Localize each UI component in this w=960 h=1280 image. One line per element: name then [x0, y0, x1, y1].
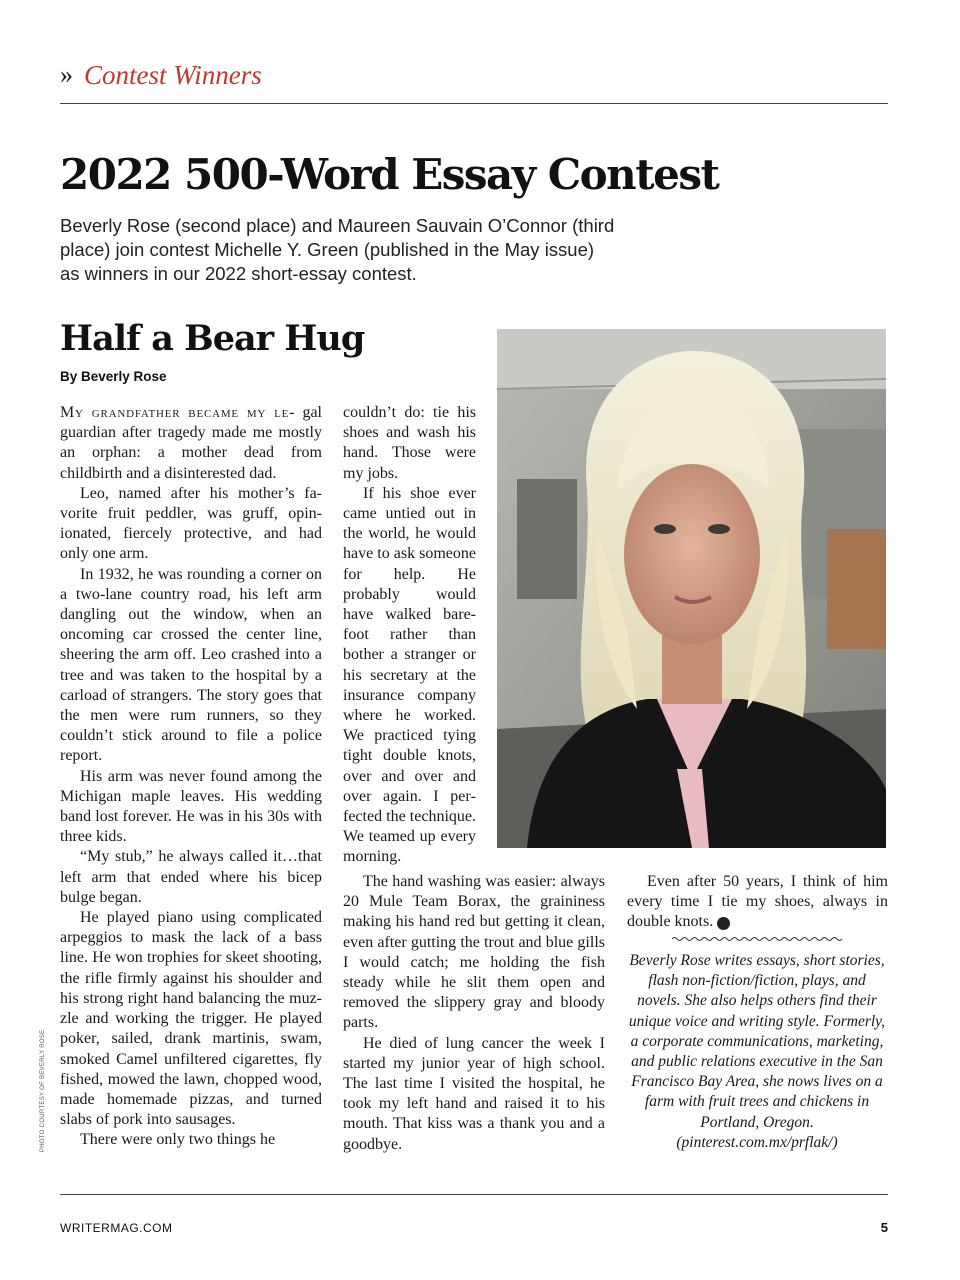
section-arrows-icon: » — [60, 60, 73, 89]
deck-line-2: place) join contest Michelle Y. Green (published in the May issue) — [60, 239, 595, 260]
paragraph: In 1932, he was rounding a corner on a two-lane country road, his left arm dangling out the window, when an oncoming car crossed the center line, sheering the arm off. Leo crashed into a tree and was taken to the hospital by a carload of strangers. The story goes that the men were rum runners, so they couldn’t stick around to file a police report. — [60, 565, 322, 765]
deck-line-1: Beverly Rose (second place) and Maureen Sauvain O’Connor (third — [60, 215, 615, 236]
article-column-2-top — [343, 403, 476, 868]
paragraph-final — [627, 872, 888, 933]
footer-site: WRITERMAG.COM — [60, 1221, 173, 1235]
page-number: 5 — [880, 1220, 888, 1235]
paragraph: Leo, named after his mother’s favorite fruit peddler, was gruff, opinionated, fiercely protective, and had only one arm. — [60, 484, 322, 563]
article-column-3 — [627, 872, 888, 933]
paragraph: couldn’t do: tie his shoes and wash his hand. Those were my jobs. — [343, 404, 476, 482]
paragraph: His arm was never found among the Michigan maple leaves. His wedding band lost forever. He was in his 30s with three kids. — [60, 767, 322, 846]
author-bio: Beverly Rose writes essays, short stories, flash non-fiction/fiction, plays, and novels. She also helps others find their unique voice and writing style. Formerly, a corporate communications, marketing, and public relations executive in the San Francisco Bay Area, she nows lives on a farm with fruit trees and chickens in Portland, Oregon. (pinterest.com.mx/prflak/) — [628, 952, 886, 1151]
deck-line-3: as winners in our 2022 short-essay contest. — [60, 263, 417, 284]
paragraph: The hand washing was easier: always 20 Mule Team Borax, the graininess making his hand red but getting it clean, even after gutting the trout and blue gills I would catch; me holding the fish steady while he slit them open and removed the slippery gray and bloody parts. — [343, 873, 605, 1032]
paragraph: He died of lung cancer the week I started my junior year of high school. The last time I visited the hospital, he took my left hand and raised it to his mouth. That kiss was a thank you and a goodbye. — [343, 1034, 605, 1153]
final-text: Even after 50 years, I think of him every time I tie my shoes, always in double knots. — [627, 873, 888, 931]
section-label: Contest Winners — [84, 60, 262, 90]
footer-rule — [60, 1194, 888, 1195]
paragraph: There were only two things he — [80, 1131, 276, 1149]
page-title: 2022 500-Word Essay Contest — [60, 150, 719, 199]
divider-squiggle — [672, 934, 842, 944]
section-header — [60, 58, 888, 104]
lead-smallcaps: My grandfather became my le- — [60, 404, 296, 421]
article-column-1 — [60, 403, 322, 1151]
author-photo — [497, 329, 886, 848]
deck — [60, 214, 670, 286]
paragraph-lead — [60, 403, 322, 484]
lead-text: gal guardian after tragedy made me mostly an orphan: a mother dead from childbirth and a disinterested dad. — [60, 404, 322, 482]
paragraph: “My stub,” he always called it…that left arm that ended where his bicep bulge began. — [60, 848, 322, 906]
article-column-2-bottom — [343, 872, 605, 1155]
author-photo-illustration — [497, 329, 886, 848]
byline: By Beverly Rose — [60, 369, 167, 384]
photo-credit: PHOTO COURTESY OF BEVERLY ROSE — [40, 1029, 46, 1152]
article-title: Half a Bear Hug — [60, 318, 365, 359]
paragraph: He played piano using complicated arpeggios to mask the lack of a bass line. He won trophies for skeet shooting, the rifle firmly against his shoulder and his strong right hand balancing the muzzle and working the trigger. He played poker, sailed, drank martinis, swam, smoked Camel unfiltered cigarettes, fly fished, mowed the lawn, chopped wood, made homemade pizzas, and turned slabs of pork into sausages. — [60, 909, 322, 1129]
end-mark-icon: W — [717, 917, 730, 930]
paragraph: If his shoe ever came untied out in the world, he would have to ask someone for help. He probably would have walked barefoot rather than bother a stranger or his secretary at the insurance company where he worked. We practiced tying tight double knots, over and over and over again. I perfected the technique. We teamed up every morning. — [343, 484, 476, 866]
